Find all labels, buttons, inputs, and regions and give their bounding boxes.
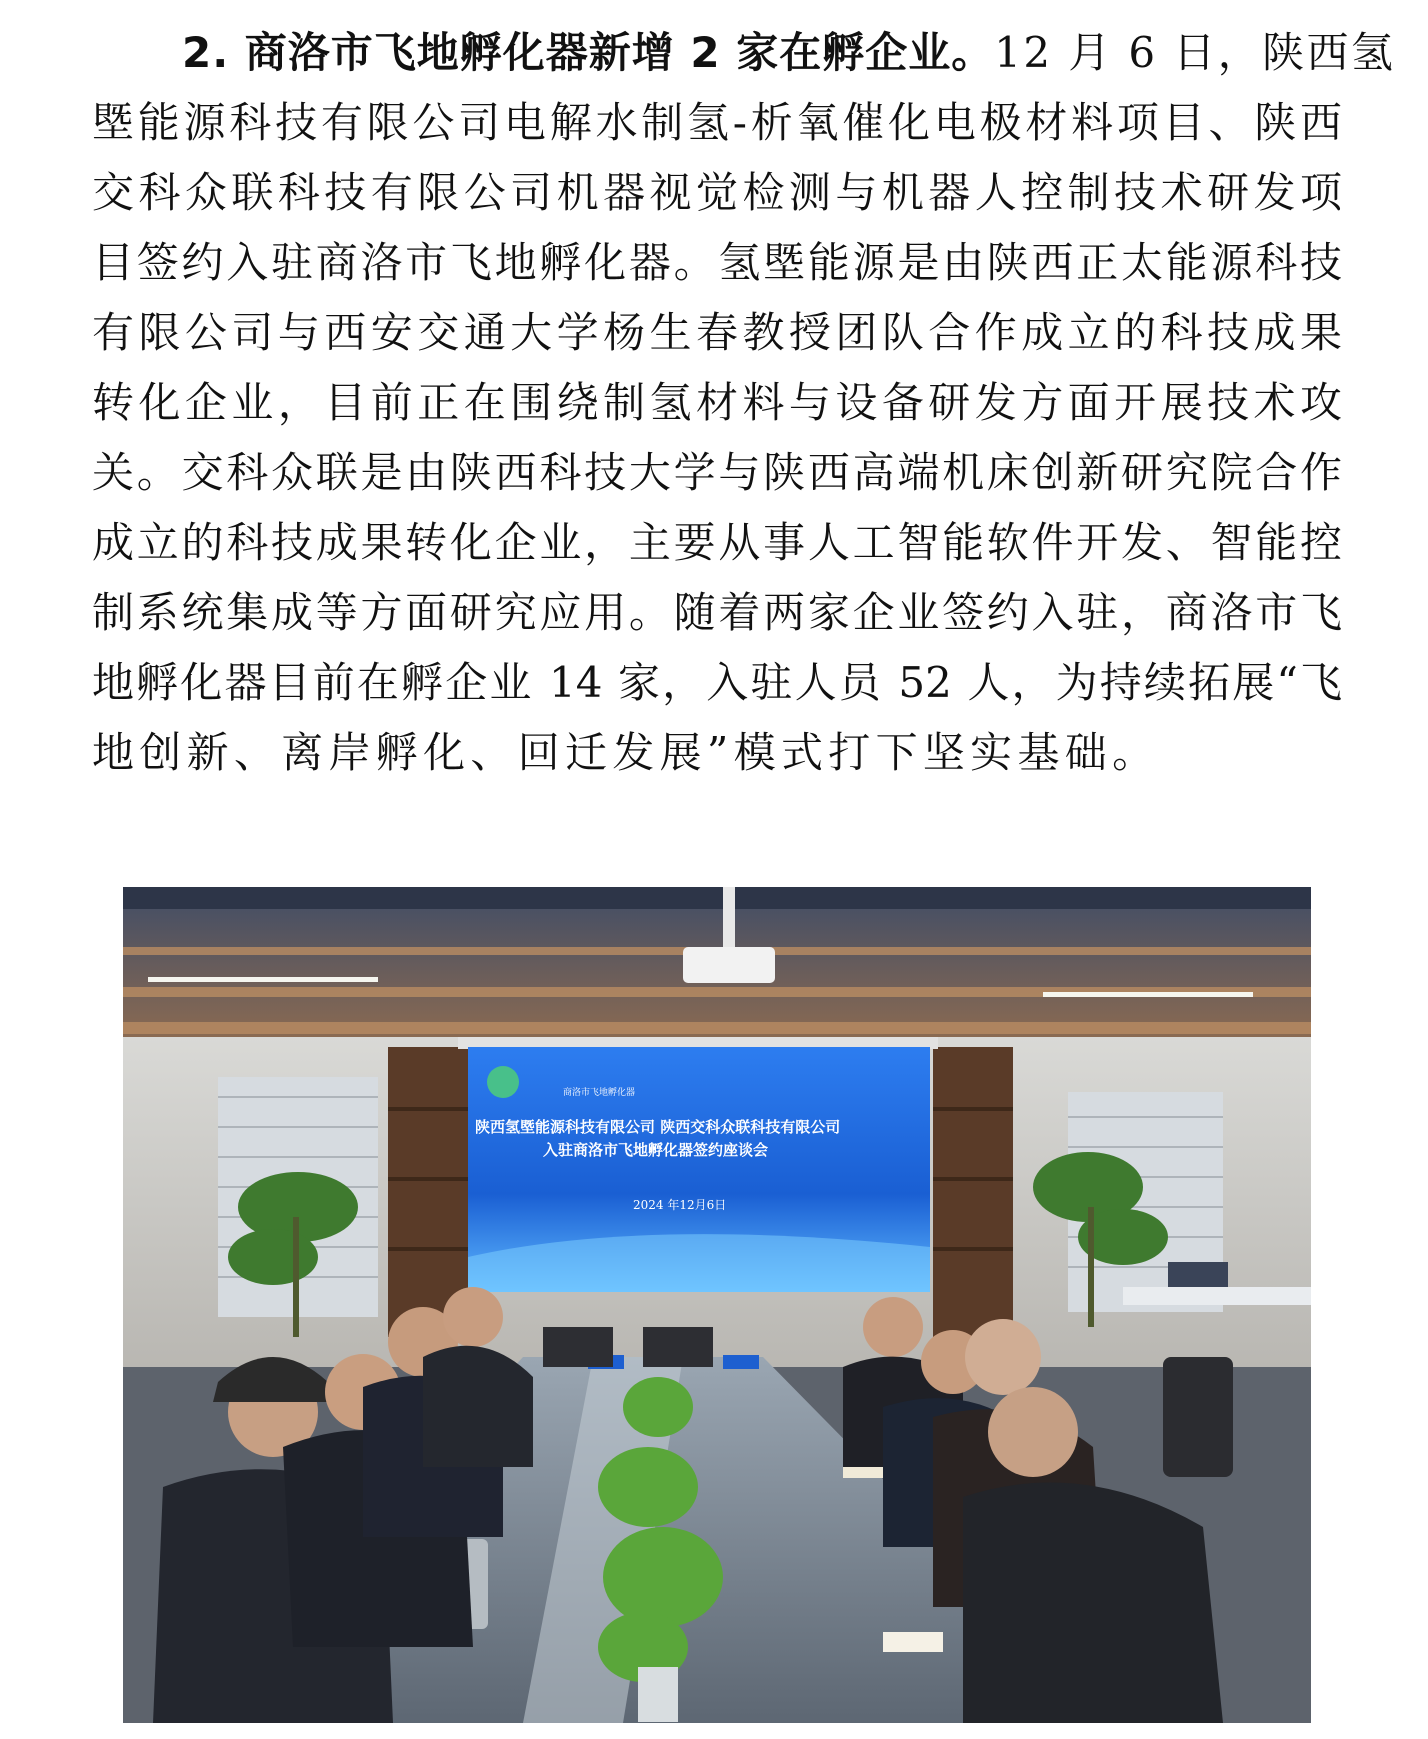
paragraph-line-10: 地孵化器目前在孵企业 14 家，入驻人员 52 人，为持续拓展“飞 <box>92 658 1342 707</box>
meeting-photo <box>123 887 1311 1723</box>
right-shelf <box>933 1047 1013 1337</box>
paragraph-line-7: 关。交科众联是由陕西科技大学与陕西高端机床创新研究院合作 <box>92 448 1342 497</box>
paragraph-line-2: 塈能源科技有限公司电解水制氢-析氧催化电极材料项目、陕西 <box>92 98 1342 147</box>
paragraph-line-11: 地创新、离岸孵化、回迁发展”模式打下坚实基础。 <box>92 728 1160 777</box>
projector <box>683 947 775 983</box>
screen-logo-caption: 商洛市飞地孵化器 <box>563 1088 636 1098</box>
paragraph-line-9: 制系统集成等方面研究应用。随着两家企业签约入驻，商洛市飞 <box>92 588 1342 637</box>
paragraph-lead-heading: 2. 商洛市飞地孵化器新增 2 家在孵企业。 <box>182 28 995 77</box>
name-card <box>723 1355 759 1369</box>
logo-icon <box>487 1066 519 1098</box>
paragraph-line-1 <box>92 18 1396 88</box>
paragraph-line-1-rest: 12 月 6 日，陕西氢 <box>994 28 1396 77</box>
paragraph-line-4: 目签约入驻商洛市飞地孵化器。氢塈能源是由陕西正太能源科技 <box>92 238 1342 287</box>
screen-title-line-1: 陕西氢塈能源科技有限公司 陕西交科众联科技有限公司 <box>475 1118 841 1136</box>
screen-title-line-2: 入驻商洛市飞地孵化器签约座谈会 <box>543 1141 769 1159</box>
paragraph-line-3: 交科众联科技有限公司机器视觉检测与机器人控制技术研发项 <box>92 168 1342 217</box>
paragraph-line-6: 转化企业，目前正在围绕制氢材料与设备研发方面开展技术攻 <box>92 378 1342 427</box>
screen-date: 2024 年12月6日 <box>633 1198 727 1212</box>
laptop <box>1168 1262 1228 1287</box>
paragraph-line-8: 成立的科技成果转化企业，主要从事人工智能软件开发、智能控 <box>92 518 1342 567</box>
paragraph-line-5: 有限公司与西安交通大学杨生春教授团队合作成立的科技成果 <box>92 308 1342 357</box>
